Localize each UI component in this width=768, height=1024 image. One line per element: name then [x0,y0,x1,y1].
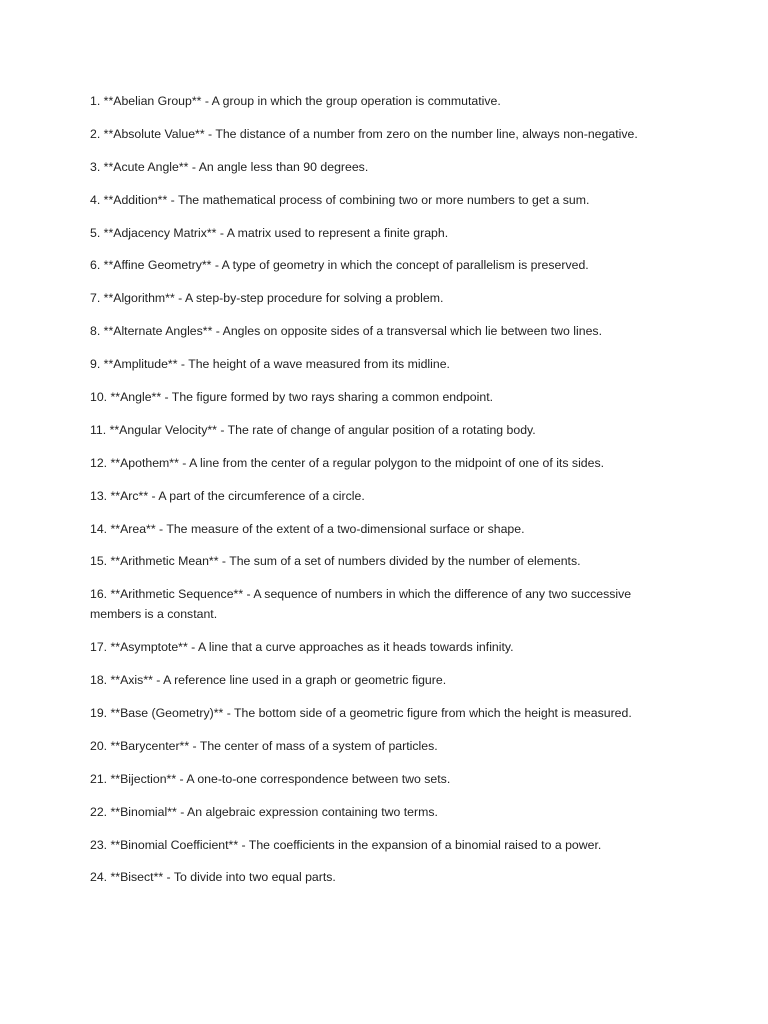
glossary-entry-axis: 18. **Axis** - A reference line used in a graph or geometric figure. [90,673,447,688]
glossary-entry-algorithm: 7. **Algorithm** - A step-by-step procedure for solving a problem. [90,291,444,306]
glossary-entry-absolute-value: 2. **Absolute Value** - The distance of a number from zero on the number line, always non-negative. [90,126,638,141]
glossary-entry-binomial-coefficient: 23. **Binomial Coefficient** - The coefficients in the expansion of a binomial raised to a power. [90,837,602,852]
glossary-entry-angular-velocity: 11. **Angular Velocity** - The rate of change of angular position of a rotating body. [90,422,536,437]
glossary-entry-arithmetic-mean: 15. **Arithmetic Mean** - The sum of a set of numbers divided by the number of elements. [90,554,581,569]
glossary-entry-addition: 4. **Addition** - The mathematical process of combining two or more numbers to get a sum. [90,192,590,207]
glossary-entry-acute-angle: 3. **Acute Angle** - An angle less than 90 degrees. [90,159,369,174]
glossary-entry-base-geometry: 19. **Base (Geometry)** - The bottom side of a geometric figure from which the height is measured. [90,706,632,721]
glossary-entry-adjacency-matrix: 5. **Adjacency Matrix** - A matrix used to represent a finite graph. [90,225,449,240]
glossary-entry-arc: 13. **Arc** - A part of the circumference of a circle. [90,488,365,503]
glossary-entry-apothem: 12. **Apothem** - A line from the center of a regular polygon to the midpoint of one of its sides. [90,455,605,470]
glossary-entry-bisect: 24. **Bisect** - To divide into two equal parts. [90,870,336,885]
glossary-entry-amplitude: 9. **Amplitude** - The height of a wave measured from its midline. [90,357,450,372]
glossary-entry-asymptote: 17. **Asymptote** - A line that a curve approaches as it heads towards infinity. [90,640,514,655]
glossary-entry-area: 14. **Area** - The measure of the extent of a two-dimensional surface or shape. [90,521,525,536]
glossary-entry-alternate-angles: 8. **Alternate Angles** - Angles on opposite sides of a transversal which lie between two lines. [90,324,602,339]
glossary-entry-abelian-group: 1. **Abelian Group** - A group in which the group operation is commutative. [90,94,501,108]
glossary-entry-affine-geometry: 6. **Affine Geometry** - A type of geometry in which the concept of parallelism is preserved. [90,258,589,273]
glossary-list [90,91,680,900]
glossary-entry-binomial: 22. **Binomial** - An algebraic expression containing two terms. [90,804,438,819]
glossary-entry-bijection: 21. **Bijection** - A one-to-one correspondence between two sets. [90,771,451,786]
glossary-entry-angle: 10. **Angle** - The figure formed by two rays sharing a common endpoint. [90,390,494,405]
glossary-entry-arithmetic-sequence: 16. **Arithmetic Sequence** - A sequence of numbers in which the difference of any two successive members is a constant. [90,587,632,622]
glossary-entry-barycenter: 20. **Barycenter** - The center of mass of a system of particles. [90,738,438,753]
